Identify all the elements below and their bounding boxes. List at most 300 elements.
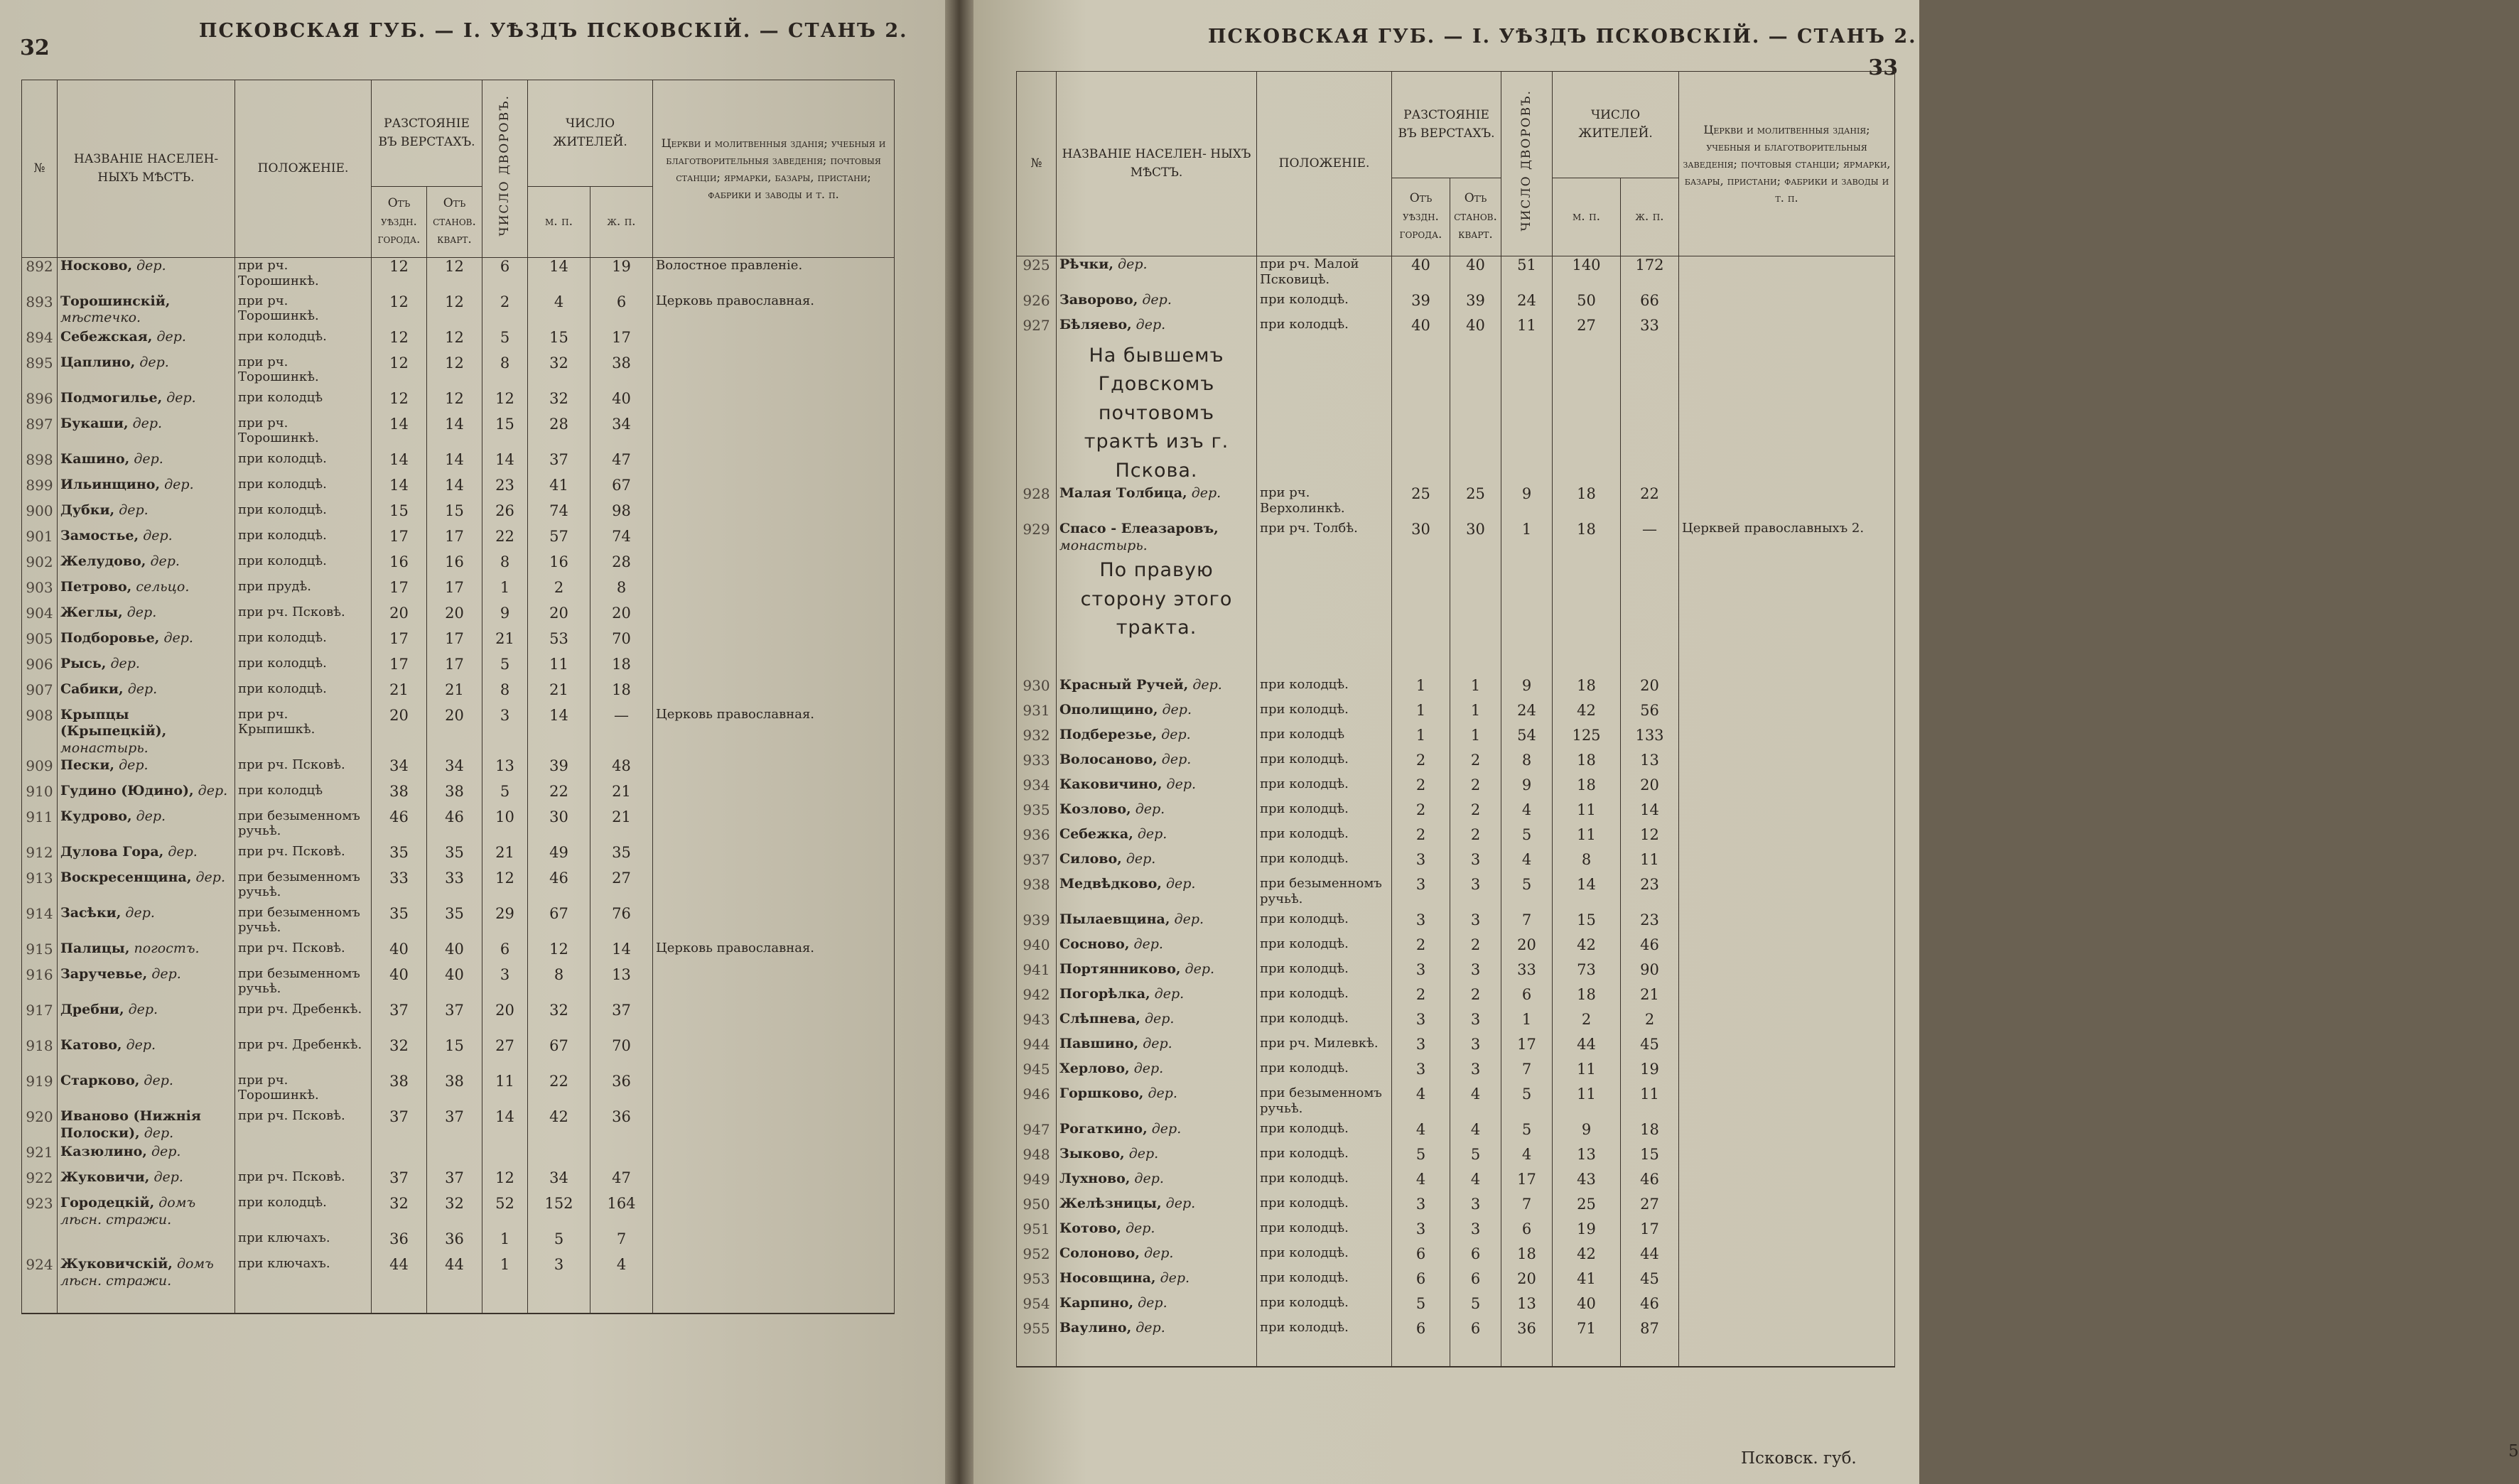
- position: при колодцѣ.: [1257, 1295, 1392, 1320]
- position: при рч. Верхолинкѣ.: [1257, 485, 1392, 521]
- row-number: 916: [22, 966, 58, 1002]
- place-name-cell: [1057, 801, 1257, 826]
- row-number: 955: [1017, 1320, 1057, 1345]
- col-from-station: Отъ станов. кварт.: [1450, 178, 1501, 256]
- households: 12: [482, 390, 528, 416]
- place-name: Замостье,: [60, 527, 139, 543]
- row-number-cell: [1017, 556, 1057, 677]
- female-count: 40: [590, 390, 653, 416]
- distance-town: 4: [1392, 1121, 1450, 1146]
- position: при колодцѣ.: [1257, 1220, 1392, 1245]
- table-row: [22, 354, 895, 390]
- male-count: 15: [1553, 911, 1621, 936]
- distance-town: 46: [372, 808, 427, 844]
- distance-town: 38: [372, 1073, 427, 1108]
- distance-station: 2: [1450, 776, 1501, 801]
- distance-town: 35: [372, 905, 427, 941]
- left-page: [0, 0, 945, 1484]
- distance-town: 4: [1392, 1171, 1450, 1196]
- place-name-cell: [58, 502, 235, 528]
- table-row: [22, 707, 895, 757]
- notes: Церковь православная.: [653, 293, 895, 329]
- place-name-cell: [1057, 1061, 1257, 1085]
- distance-town: 25: [1392, 485, 1450, 521]
- row-number: 950: [1017, 1196, 1057, 1220]
- distance-town: 2: [1392, 752, 1450, 776]
- table-row: [22, 783, 895, 808]
- male-count: 11: [1553, 826, 1621, 851]
- place-name: Старково,: [60, 1072, 140, 1088]
- female-count: 87: [1621, 1320, 1679, 1345]
- place-kind: дер.: [134, 450, 163, 467]
- male-count: 14: [1553, 876, 1621, 911]
- table-row: [22, 966, 895, 1002]
- row-number: 893: [22, 293, 58, 329]
- female-count: 76: [590, 905, 653, 941]
- households: 17: [1501, 1171, 1553, 1196]
- right-page: [973, 0, 2519, 1484]
- place-name: Козлово,: [1059, 801, 1131, 817]
- notes: [653, 553, 895, 579]
- place-name: Носково,: [60, 258, 133, 273]
- place-kind: монастырь.: [1059, 537, 1148, 553]
- distance-station: 40: [1450, 256, 1501, 292]
- position: при рч. Толбѣ.: [1257, 521, 1392, 556]
- table-row: [22, 808, 895, 844]
- position: при безыменномъ ручьѣ.: [235, 870, 372, 905]
- table-row: [1017, 317, 1895, 342]
- row-number: 931: [1017, 702, 1057, 727]
- table-row: [22, 579, 895, 605]
- row-number: 899: [22, 477, 58, 502]
- place-name-cell: [58, 630, 235, 656]
- table-row: [1017, 1245, 1895, 1270]
- place-kind: дер.: [164, 476, 194, 492]
- position: при колодцѣ.: [235, 553, 372, 579]
- male-count: 34: [528, 1169, 590, 1195]
- female-count: —: [590, 707, 653, 757]
- place-kind: дер.: [1133, 1061, 1164, 1076]
- place-name: Рѣчки,: [1059, 256, 1113, 272]
- notes: [653, 477, 895, 502]
- place-name-cell: [1057, 702, 1257, 727]
- position: при колодцѣ.: [235, 681, 372, 707]
- row-number: 941: [1017, 961, 1057, 986]
- place-name-cell: [1057, 752, 1257, 776]
- row-number: 942: [1017, 986, 1057, 1011]
- distance-town: 2: [1392, 936, 1450, 961]
- notes: [1679, 1171, 1895, 1196]
- distance-town: 30: [1392, 521, 1450, 556]
- male-count: 14: [528, 707, 590, 757]
- distance-station: 35: [427, 905, 482, 941]
- place-name-cell: [1057, 826, 1257, 851]
- male-count: 42: [1553, 702, 1621, 727]
- position: при колодцѣ.: [235, 1195, 372, 1230]
- female-count: 21: [590, 783, 653, 808]
- distance-town: 37: [372, 1002, 427, 1037]
- female-count: 45: [1621, 1270, 1679, 1295]
- distance-town: 17: [372, 656, 427, 681]
- row-number: 915: [22, 941, 58, 966]
- distance-station: 21: [427, 681, 482, 707]
- distance-town: 34: [372, 757, 427, 783]
- position: при колодцѣ.: [1257, 801, 1392, 826]
- distance-town: 35: [372, 844, 427, 870]
- place-name-cell: [1057, 1295, 1257, 1320]
- table-row: [1017, 677, 1895, 702]
- place-kind: мѣстечко.: [60, 310, 141, 326]
- col-name: НАЗВАНІЕ НАСЕЛЕН- НЫХЪ МѢСТЪ.: [58, 80, 235, 258]
- row-number: 939: [1017, 911, 1057, 936]
- row-number: 919: [22, 1073, 58, 1108]
- row-number: 910: [22, 783, 58, 808]
- place-name-cell: [1057, 851, 1257, 876]
- row-number: 913: [22, 870, 58, 905]
- col-households: ЧИСЛО ДВОРОВЪ.: [482, 80, 528, 258]
- notes: [653, 1108, 895, 1144]
- empty-cell: [1501, 556, 1553, 677]
- female-count: 66: [1621, 292, 1679, 317]
- empty-cell: [1017, 1345, 1057, 1367]
- distance-station: 2: [1450, 986, 1501, 1011]
- place-kind: дер.: [1133, 936, 1163, 952]
- distance-town: 33: [372, 870, 427, 905]
- distance-town: 14: [372, 416, 427, 451]
- notes: [653, 528, 895, 553]
- table-row: [22, 1256, 895, 1291]
- empty-cell: [1392, 1345, 1450, 1367]
- distance-station: 40: [1450, 317, 1501, 342]
- place-kind: дер.: [1165, 1196, 1196, 1211]
- empty-cell: [653, 1291, 895, 1314]
- distance-town: 2: [1392, 801, 1450, 826]
- distance-station: 12: [427, 293, 482, 329]
- table-row: [22, 941, 895, 966]
- notes: [1679, 485, 1895, 521]
- place-kind: дер.: [126, 1036, 156, 1053]
- place-kind: дер.: [119, 757, 149, 773]
- row-number: 946: [1017, 1085, 1057, 1121]
- households: 24: [1501, 292, 1553, 317]
- place-kind: дер.: [110, 655, 140, 671]
- place-name-cell: [58, 870, 235, 905]
- households: 10: [482, 808, 528, 844]
- position: при колодцѣ.: [1257, 936, 1392, 961]
- distance-town: 2: [1392, 826, 1450, 851]
- empty-cell: [1621, 556, 1679, 677]
- male-count: 18: [1553, 776, 1621, 801]
- position: при колодцѣ.: [235, 528, 372, 553]
- table-row: [1017, 986, 1895, 1011]
- position: при рч. Милевкѣ.: [1257, 1036, 1392, 1061]
- empty-cell: [1679, 342, 1895, 486]
- notes: Церквей православныхъ 2.: [1679, 521, 1895, 556]
- place-name: Желѣзницы,: [1059, 1196, 1162, 1211]
- place-name-cell: [58, 966, 235, 1002]
- row-number: 944: [1017, 1036, 1057, 1061]
- place-kind: домъ лѣсн. стражи.: [60, 1255, 214, 1289]
- distance-station: 34: [427, 757, 482, 783]
- distance-town: 1: [1392, 702, 1450, 727]
- place-kind: дер.: [1142, 291, 1172, 308]
- male-count: 74: [528, 502, 590, 528]
- place-name: Карпино,: [1059, 1295, 1134, 1311]
- place-kind: дер.: [1148, 1085, 1177, 1101]
- households: 5: [1501, 826, 1553, 851]
- female-count: 46: [1621, 936, 1679, 961]
- male-count: 125: [1553, 727, 1621, 752]
- households: 5: [1501, 876, 1553, 911]
- position: при рч. Малой Псковицѣ.: [1257, 256, 1392, 292]
- distance-station: 38: [427, 1073, 482, 1108]
- notes: [653, 1002, 895, 1037]
- distance-station: 4: [1450, 1171, 1501, 1196]
- households: 7: [1501, 911, 1553, 936]
- row-number: 952: [1017, 1245, 1057, 1270]
- row-number: 928: [1017, 485, 1057, 521]
- place-name-cell: [1057, 1220, 1257, 1245]
- position: при колодцѣ.: [235, 477, 372, 502]
- table-row: [1017, 1220, 1895, 1245]
- distance-station: 14: [427, 451, 482, 477]
- distance-station: 12: [427, 390, 482, 416]
- place-kind: дер.: [168, 843, 198, 860]
- place-name-cell: [1057, 485, 1257, 521]
- place-kind: домъ лѣсн. стражи.: [60, 1194, 196, 1228]
- place-name-cell: [1057, 1146, 1257, 1171]
- empty-cell: [1392, 556, 1450, 677]
- place-name: Лухново,: [1059, 1171, 1131, 1186]
- footer-sheet-mark: 5: [2508, 1442, 2519, 1461]
- households: 9: [1501, 677, 1553, 702]
- male-count: 2: [528, 579, 590, 605]
- households: 20: [1501, 1270, 1553, 1295]
- right-running-head: ПСКОВСКАЯ ГУБ. — I. УѢЗДЪ ПСКОВСКІЙ. — СТАНЪ 2.: [1208, 26, 1917, 48]
- distance-station: 38: [427, 783, 482, 808]
- distance-town: 3: [1392, 911, 1450, 936]
- position: при рч. Торошинкѣ.: [235, 293, 372, 329]
- notes: [1679, 727, 1895, 752]
- row-number: 927: [1017, 317, 1057, 342]
- female-count: 18: [590, 681, 653, 707]
- place-name-cell: [58, 416, 235, 451]
- female-count: 36: [590, 1073, 653, 1108]
- notes: [1679, 256, 1895, 292]
- col-no: №: [1017, 72, 1057, 256]
- households: 9: [1501, 776, 1553, 801]
- col-male: м. п.: [528, 187, 590, 258]
- households: 11: [482, 1073, 528, 1108]
- households: 54: [1501, 727, 1553, 752]
- male-count: 43: [1553, 1171, 1621, 1196]
- place-name: Жеглы,: [60, 604, 123, 620]
- distance-town: 15: [372, 502, 427, 528]
- distance-station: 2: [1450, 801, 1501, 826]
- col-name: НАЗВАНІЕ НАСЕЛЕН- НЫХЪ МѢСТЪ.: [1057, 72, 1257, 256]
- notes: [653, 1169, 895, 1195]
- male-count: 42: [528, 1108, 590, 1144]
- place-name: Ваулино,: [1059, 1320, 1132, 1336]
- row-number: 902: [22, 553, 58, 579]
- male-count: 42: [1553, 1245, 1621, 1270]
- col-inhabitants: ЧИСЛО ЖИТЕЛЕЙ.: [528, 80, 653, 187]
- place-name: Пылаевщина,: [1059, 911, 1170, 927]
- place-name-cell: [58, 1195, 235, 1230]
- households: 4: [1501, 801, 1553, 826]
- male-count: 50: [1553, 292, 1621, 317]
- position: при рч. Псковѣ.: [235, 941, 372, 966]
- male-count: 32: [528, 1002, 590, 1037]
- place-name: Гудино (Юдино),: [60, 782, 194, 798]
- row-number: 953: [1017, 1270, 1057, 1295]
- empty-cell: [1553, 556, 1621, 677]
- place-name: Бѣляево,: [1059, 316, 1132, 332]
- male-count: 11: [1553, 1085, 1621, 1121]
- place-name-cell: [1057, 292, 1257, 317]
- empty-cell: [1392, 342, 1450, 486]
- table-row: [1017, 752, 1895, 776]
- col-inhabitants: ЧИСЛО ЖИТЕЛЕЙ.: [1553, 72, 1679, 178]
- notes: [1679, 801, 1895, 826]
- male-count: 15: [528, 329, 590, 354]
- position: при колодцѣ: [235, 390, 372, 416]
- distance-town: 39: [1392, 292, 1450, 317]
- place-name-cell: [58, 605, 235, 630]
- place-name-cell: [58, 1144, 235, 1169]
- row-number: 905: [22, 630, 58, 656]
- female-count: 98: [590, 502, 653, 528]
- place-name-cell: [1057, 1245, 1257, 1270]
- male-count: 49: [528, 844, 590, 870]
- male-count: 18: [1553, 677, 1621, 702]
- empty-cell: [482, 1291, 528, 1314]
- male-count: 37: [528, 451, 590, 477]
- place-name-cell: [58, 1169, 235, 1195]
- male-count: 41: [528, 477, 590, 502]
- place-name-cell: [58, 656, 235, 681]
- female-count: 47: [590, 1169, 653, 1195]
- col-households: ЧИСЛО ДВОРОВЪ.: [1501, 72, 1553, 256]
- position: при колодцѣ: [1257, 727, 1392, 752]
- distance-station: 32: [427, 1195, 482, 1230]
- distance-station: 20: [427, 707, 482, 757]
- row-number: 901: [22, 528, 58, 553]
- place-name-cell: [1057, 727, 1257, 752]
- table-row: [22, 502, 895, 528]
- place-kind: дер.: [1143, 1036, 1172, 1051]
- place-name: Ополищино,: [1059, 702, 1158, 717]
- place-name: Горшково,: [1059, 1085, 1144, 1101]
- male-count: 21: [528, 681, 590, 707]
- place-kind: дер.: [1144, 1011, 1175, 1027]
- row-number: 911: [22, 808, 58, 844]
- male-count: 20: [528, 605, 590, 630]
- place-name-cell: [1057, 1036, 1257, 1061]
- position: при рч. Псковѣ.: [235, 1169, 372, 1195]
- place-kind: дер.: [1143, 1245, 1174, 1261]
- female-count: 11: [1621, 851, 1679, 876]
- col-female: ж. п.: [590, 187, 653, 258]
- female-count: 2: [1621, 1011, 1679, 1036]
- position: при безыменномъ ручьѣ.: [1257, 876, 1392, 911]
- male-count: 22: [528, 783, 590, 808]
- place-kind: дер.: [150, 553, 180, 569]
- row-number: 937: [1017, 851, 1057, 876]
- place-kind: дер.: [128, 1001, 158, 1017]
- female-count: 21: [590, 808, 653, 844]
- distance-town: 4: [1392, 1085, 1450, 1121]
- position: при рч. Крыпишкѣ.: [235, 707, 372, 757]
- place-name-cell: [58, 1002, 235, 1037]
- households: 4: [1501, 1146, 1553, 1171]
- notes: [1679, 911, 1895, 936]
- notes: [653, 502, 895, 528]
- table-row: [22, 258, 895, 293]
- distance-town: 21: [372, 681, 427, 707]
- table-row: [1017, 727, 1895, 752]
- position: при рч. Псковѣ.: [235, 605, 372, 630]
- place-kind: дер.: [1125, 1220, 1155, 1236]
- place-name: Подмогилье,: [60, 389, 163, 406]
- table-row: [22, 293, 895, 329]
- empty-cell: [1450, 556, 1501, 677]
- distance-station: 12: [427, 329, 482, 354]
- households: 6: [1501, 986, 1553, 1011]
- row-number: 924: [22, 1256, 58, 1291]
- col-distance: РАЗСТОЯНІЕ ВЪ ВЕРСТАХЪ.: [1392, 72, 1501, 178]
- table-row: [1017, 851, 1895, 876]
- households: 1: [482, 1230, 528, 1256]
- place-name: Дулова Гора,: [60, 843, 164, 860]
- distance-town: 3: [1392, 851, 1450, 876]
- empty-cell: [1450, 1345, 1501, 1367]
- households: 9: [1501, 485, 1553, 521]
- empty-cell: [1501, 1345, 1553, 1367]
- position: при безыменномъ ручьѣ.: [235, 905, 372, 941]
- notes: [1679, 1220, 1895, 1245]
- table-row: [1017, 256, 1895, 292]
- place-kind: дер.: [1151, 1121, 1182, 1137]
- households: 26: [482, 502, 528, 528]
- place-name: Кудрово,: [60, 808, 132, 824]
- empty-cell: [1450, 342, 1501, 486]
- place-name-cell: [58, 808, 235, 844]
- distance-station: 16: [427, 553, 482, 579]
- households: 14: [482, 1108, 528, 1144]
- distance-station: 5: [1450, 1295, 1501, 1320]
- table-row: [22, 870, 895, 905]
- male-count: 71: [1553, 1320, 1621, 1345]
- distance-town: 3: [1392, 876, 1450, 911]
- place-name: Жуковичскій,: [60, 1255, 173, 1272]
- row-number: 945: [1017, 1061, 1057, 1085]
- distance-station: 3: [1450, 851, 1501, 876]
- place-name: Дребни,: [60, 1001, 124, 1017]
- place-name-cell: [1057, 1011, 1257, 1036]
- table-row: [1017, 1085, 1895, 1121]
- households: 5: [1501, 1085, 1553, 1121]
- place-name-cell: [58, 293, 235, 329]
- male-count: 12: [528, 941, 590, 966]
- notes: [653, 329, 895, 354]
- male-count: 9: [1553, 1121, 1621, 1146]
- female-count: 17: [1621, 1220, 1679, 1245]
- distance-town: 17: [372, 630, 427, 656]
- row-number: 923: [22, 1195, 58, 1230]
- distance-station: 1: [1450, 677, 1501, 702]
- distance-town: [372, 1144, 427, 1169]
